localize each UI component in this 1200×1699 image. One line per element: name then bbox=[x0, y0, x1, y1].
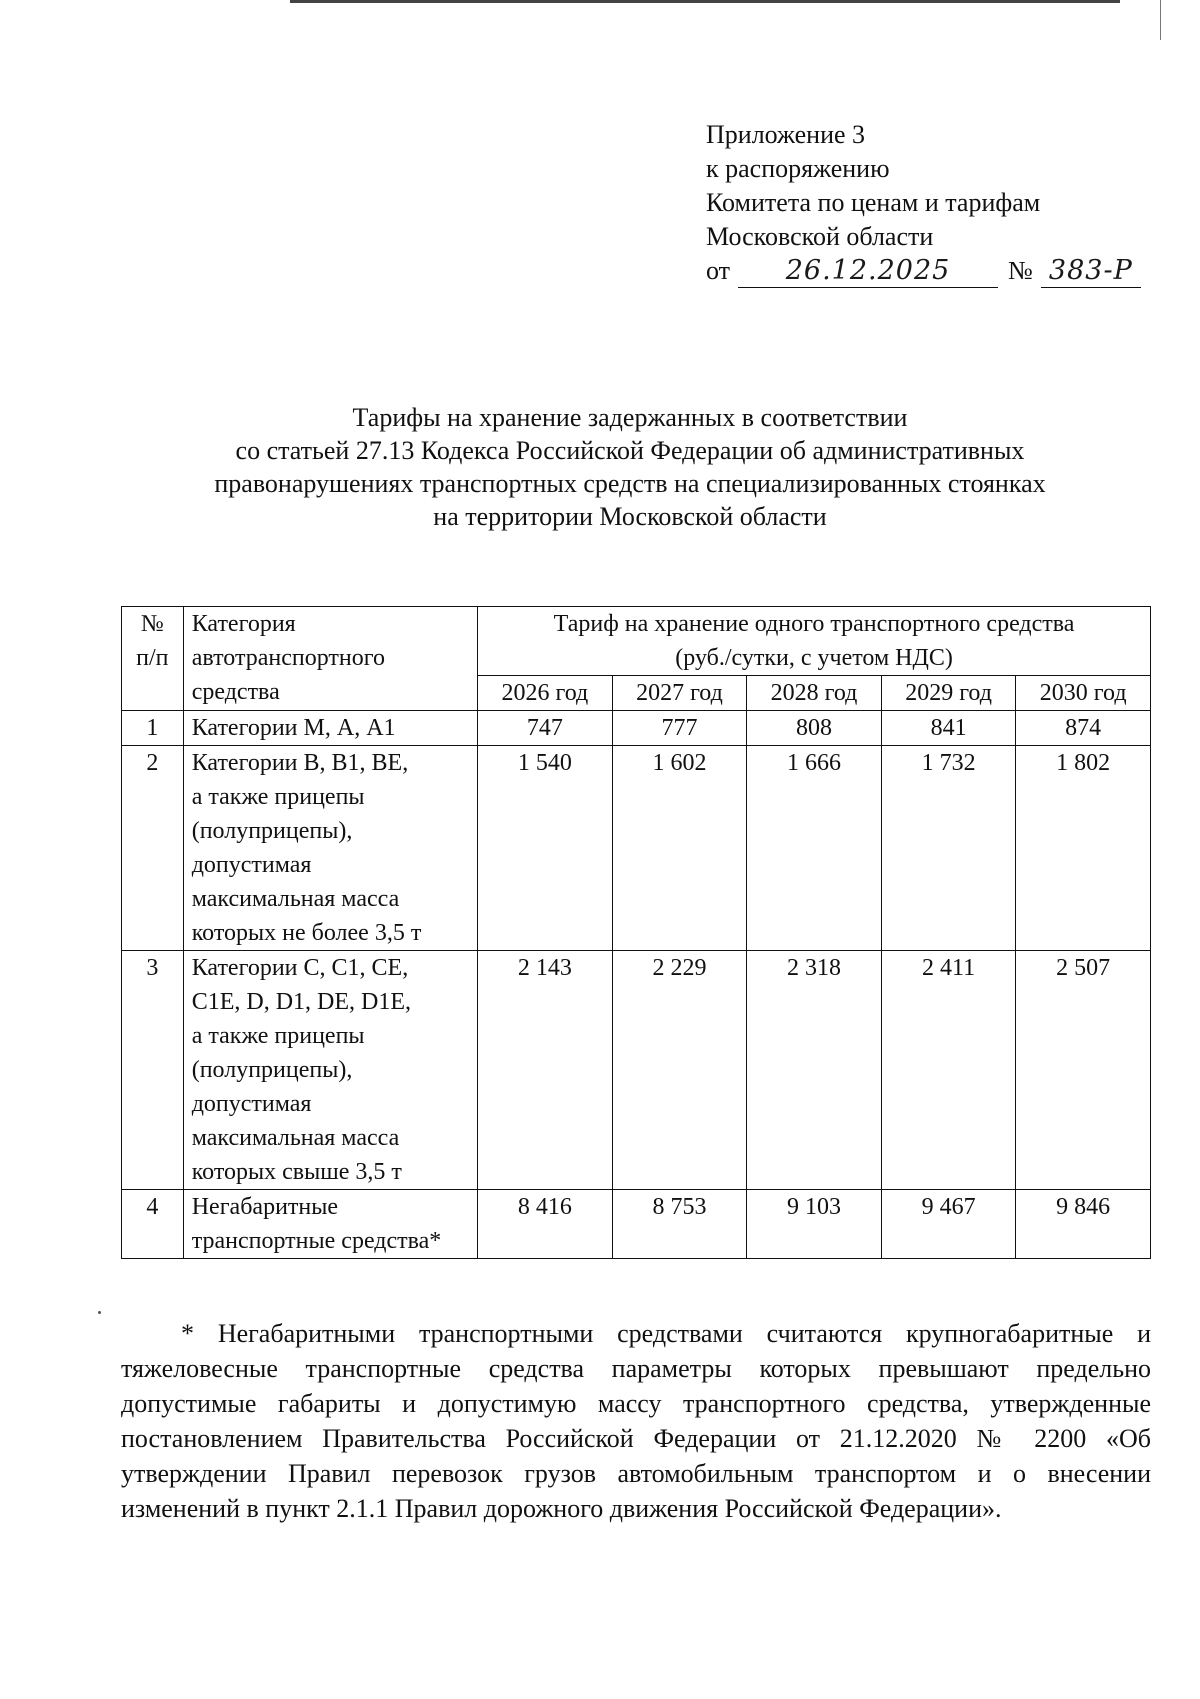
tariff-value: 1 802 bbox=[1016, 746, 1151, 951]
appendix-line: к распоряжению bbox=[706, 154, 890, 183]
tariff-value: 2 229 bbox=[612, 951, 747, 1190]
row-number: 2 bbox=[122, 746, 184, 951]
footnote: * Негабаритными транспортными средствами считаются крупногабаритные и тяжеловесные транспортные средства параметры которых превышают предельно допустимые габариты и допустимую массу транспортного средства, утвержденные постановлением Правительства Российской Федерации от 21.12.2020 № 2200 «Об утверждении Правил перевозок грузов автомобильным транспортом и о внесении изменений в пункт 2.1.1 Правил дорожного движения Российской Федерации». bbox=[121, 1319, 1151, 1523]
number-sign: № bbox=[1008, 256, 1033, 285]
tariff-value: 1 666 bbox=[747, 746, 882, 951]
table-header-row bbox=[122, 607, 1151, 676]
row-category: Категории М, А, А1 bbox=[183, 711, 477, 746]
header-number: № п/п bbox=[122, 607, 184, 711]
tariff-value: 841 bbox=[881, 711, 1016, 746]
row-number: 1 bbox=[122, 711, 184, 746]
date-number-row bbox=[706, 254, 1141, 288]
row-number: 4 bbox=[122, 1190, 184, 1259]
handwritten-date: 26.12.2025 bbox=[738, 255, 998, 288]
scan-top-border bbox=[290, 0, 1120, 3]
appendix-line: Московской области bbox=[706, 222, 934, 251]
appendix-line: Приложение 3 bbox=[706, 120, 866, 149]
row-number: 3 bbox=[122, 951, 184, 1190]
scan-edge-mark bbox=[1160, 0, 1161, 40]
tariff-value: 2 411 bbox=[881, 951, 1016, 1190]
tariff-value: 874 bbox=[1016, 711, 1151, 746]
tariff-table bbox=[121, 606, 1151, 1259]
tariff-value: 747 bbox=[478, 711, 613, 746]
tariff-value: 2 507 bbox=[1016, 951, 1151, 1190]
tariff-value: 1 732 bbox=[881, 746, 1016, 951]
header-year: 2027 год bbox=[612, 676, 747, 711]
header-year: 2030 год bbox=[1016, 676, 1151, 711]
table-row bbox=[122, 951, 1151, 1190]
table-row bbox=[122, 746, 1151, 951]
appendix-block bbox=[706, 118, 1141, 288]
header-year: 2028 год bbox=[747, 676, 882, 711]
date-prefix: от bbox=[706, 256, 731, 285]
handwritten-number: 383-Р bbox=[1041, 255, 1141, 288]
tariff-value: 808 bbox=[747, 711, 882, 746]
tariff-value: 2 318 bbox=[747, 951, 882, 1190]
document-title: Тарифы на хранение задержанных в соответствии со статьей 27.13 Кодекса Российской Федерации об административных правонарушениях транспортных средств на специализированных стоянках на территории Московской области bbox=[214, 403, 1046, 531]
row-category: Категории В, В1, ВЕ, а также прицепы (полуприцепы), допустимая максимальная масса которых не более 3,5 т bbox=[183, 746, 477, 951]
header-category: Категория автотранспортного средства bbox=[183, 607, 477, 711]
tariff-value: 8 753 bbox=[612, 1190, 747, 1259]
tariff-value: 2 143 bbox=[478, 951, 613, 1190]
row-category: Негабаритные транспортные средства* bbox=[183, 1190, 477, 1259]
header-tariff: Тариф на хранение одного транспортного средства (руб./сутки, с учетом НДС) bbox=[478, 607, 1151, 676]
tariff-value: 8 416 bbox=[478, 1190, 613, 1259]
header-year: 2026 год bbox=[478, 676, 613, 711]
appendix-line: Комитета по ценам и тарифам bbox=[706, 188, 1041, 217]
tariff-value: 777 bbox=[612, 711, 747, 746]
scan-speck bbox=[98, 1311, 101, 1314]
tariff-value: 9 467 bbox=[881, 1190, 1016, 1259]
tariff-value: 1 602 bbox=[612, 746, 747, 951]
table-row bbox=[122, 711, 1151, 746]
header-year: 2029 год bbox=[881, 676, 1016, 711]
tariff-value: 9 846 bbox=[1016, 1190, 1151, 1259]
tariff-value: 1 540 bbox=[478, 746, 613, 951]
row-category: Категории С, С1, СЕ, С1Е, D, D1, DE, D1E, а также прицепы (полуприцепы), допустимая максимальная масса которых свыше 3,5 т bbox=[183, 951, 477, 1190]
tariff-value: 9 103 bbox=[747, 1190, 882, 1259]
table-row bbox=[122, 1190, 1151, 1259]
